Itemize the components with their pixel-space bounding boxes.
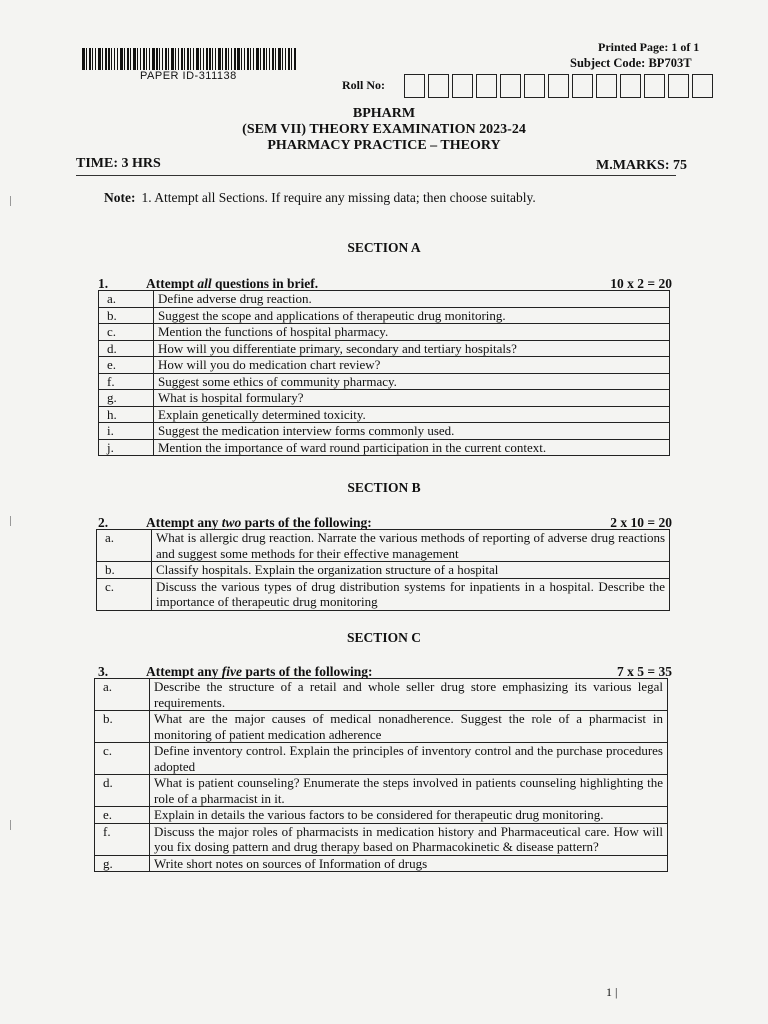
barcode-bar (159, 48, 160, 70)
scan-mark (10, 196, 11, 206)
roll-no-box (596, 74, 617, 98)
question-text: Describe the structure of a retail and whole seller drug store emphasizing its various legal requirements. (150, 679, 668, 711)
barcode-bar (275, 48, 276, 70)
barcode-bar (152, 48, 155, 70)
barcode-bar (256, 48, 259, 70)
barcode-bar (222, 48, 223, 70)
barcode-bar (206, 48, 208, 70)
barcode-bar (272, 48, 274, 70)
question-row (95, 807, 668, 824)
question-text: Discuss the major roles of pharmacists in medication history and Pharmaceutical care. How will you fix dosing pattern and drug therapy based on Pharmacokinetic & disease pattern? (150, 823, 668, 855)
q2-number: 2. (98, 515, 109, 530)
exam-time: TIME: 3 HRS (76, 156, 161, 171)
barcode-bar (294, 48, 296, 70)
question-text: What is patient counseling? Enumerate the steps involved in patients counseling highlighting the role of a pharmacist in it. (150, 775, 668, 807)
question-row (95, 743, 668, 775)
barcode-bar (263, 48, 265, 70)
question-row (99, 373, 670, 390)
barcode-bar (269, 48, 270, 70)
barcode-bar (171, 48, 174, 70)
question-label: c. (99, 324, 154, 341)
roll-no-box (428, 74, 449, 98)
barcode-bar (184, 48, 185, 70)
barcode-bar (234, 48, 236, 70)
section-b-table (96, 529, 670, 611)
header-divider (76, 175, 676, 176)
question-label: f. (95, 823, 150, 855)
q1-instr-pre: Attempt (146, 276, 198, 291)
question-label: e. (99, 357, 154, 374)
roll-no-box (572, 74, 593, 98)
barcode-bar (187, 48, 189, 70)
printed-page: Printed Page: 1 of 1 (598, 40, 700, 54)
question-text: Write short notes on sources of Information of drugs (150, 855, 668, 872)
barcode-bar (98, 48, 101, 70)
scan-mark (10, 820, 11, 830)
barcode-bar (288, 48, 290, 70)
question-text: Define inventory control. Explain the principles of inventory control and the purchase procedures adopted (150, 743, 668, 775)
question-text: Discuss the various types of drug distribution systems for inpatients in a hospital. Describe the importance of therapeutic drug monitoring (152, 578, 670, 610)
roll-no-box (500, 74, 521, 98)
question-row (99, 357, 670, 374)
q3-instr-em: five (221, 664, 242, 679)
barcode-bar (231, 48, 232, 70)
question-text: Classify hospitals. Explain the organization structure of a hospital (152, 562, 670, 579)
barcode (82, 48, 304, 70)
roll-no-box (476, 74, 497, 98)
question-row (95, 711, 668, 743)
barcode-bar (95, 48, 96, 70)
subject-code: Subject Code: BP703T (570, 56, 692, 70)
barcode-bar (278, 48, 281, 70)
roll-no-box (548, 74, 569, 98)
q2-instr-em: two (221, 515, 242, 530)
q2-instr-pre: Attempt any (146, 515, 222, 530)
note-text: 1. Attempt all Sections. If require any missing data; then choose suitably. (141, 190, 536, 205)
barcode-bar (114, 48, 115, 70)
barcode-bar (228, 48, 229, 70)
barcode-bar (178, 48, 179, 70)
barcode-bar (130, 48, 131, 70)
question-label: c. (95, 743, 150, 775)
section-c-title: SECTION C (347, 630, 421, 645)
roll-no-boxes (404, 74, 716, 98)
question-row (99, 439, 670, 456)
barcode-bar (168, 48, 169, 70)
barcode-bar (82, 48, 85, 70)
question-label: c. (97, 578, 152, 610)
question-label: d. (95, 775, 150, 807)
barcode-bar (146, 48, 147, 70)
question-label: g. (95, 855, 150, 872)
barcode-bar (137, 48, 138, 70)
question-label: a. (95, 679, 150, 711)
max-marks: M.MARKS: 75 (596, 158, 687, 173)
barcode-bar (102, 48, 103, 70)
question-row (99, 291, 670, 308)
barcode-bar (117, 48, 118, 70)
barcode-bar (140, 48, 141, 70)
q1-instr-em: all (197, 276, 212, 291)
section-c-table (94, 678, 668, 872)
question-label: b. (95, 711, 150, 743)
question-row (97, 530, 670, 562)
question-row (97, 562, 670, 579)
q3-marks: 7 x 5 = 35 (617, 664, 672, 679)
roll-no-label: Roll No: (342, 78, 385, 92)
question-row (99, 423, 670, 440)
question-label: b. (97, 562, 152, 579)
question-row (95, 775, 668, 807)
q1-instr-post: questions in brief. (211, 276, 319, 291)
barcode-bar (86, 48, 87, 70)
q3-number: 3. (98, 664, 109, 679)
barcode-bar (260, 48, 261, 70)
barcode-bar (190, 48, 191, 70)
barcode-bar (156, 48, 158, 70)
question-label: e. (95, 807, 150, 824)
q2-instr-post: parts of the following: (241, 515, 372, 530)
roll-no-box (692, 74, 713, 98)
section-b-title: SECTION B (347, 480, 421, 495)
question-label: g. (99, 390, 154, 407)
note (104, 190, 536, 206)
barcode-bar (250, 48, 251, 70)
question-text: Suggest some ethics of community pharmacy. (154, 373, 670, 390)
barcode-bar (133, 48, 136, 70)
barcode-bar (124, 48, 125, 70)
roll-no-box (620, 74, 641, 98)
barcode-bar (181, 48, 183, 70)
barcode-bar (89, 48, 91, 70)
question-row (95, 679, 668, 711)
barcode-bar (244, 48, 245, 70)
page-number: 1 | (606, 985, 618, 999)
barcode-bar (282, 48, 283, 70)
question-row (97, 578, 670, 610)
roll-no-box (524, 74, 545, 98)
question-text: How will you do medication chart review? (154, 357, 670, 374)
question-row (99, 390, 670, 407)
barcode-bar (218, 48, 221, 70)
question-row (95, 823, 668, 855)
question-text: Mention the functions of hospital pharmacy. (154, 324, 670, 341)
roll-no-box (404, 74, 425, 98)
barcode-bar (285, 48, 286, 70)
barcode-bar (200, 48, 201, 70)
question-text: What is hospital formulary? (154, 390, 670, 407)
scan-mark (10, 516, 11, 526)
question-label: a. (99, 291, 154, 308)
roll-no-box (452, 74, 473, 98)
note-label: Note: (104, 190, 136, 205)
barcode-bar (149, 48, 150, 70)
barcode-bar (105, 48, 107, 70)
roll-no-box (668, 74, 689, 98)
barcode-bar (215, 48, 216, 70)
q3-instr-post: parts of the following: (241, 664, 373, 679)
exam-title: (SEM VII) THEORY EXAMINATION 2023-24 (242, 122, 526, 137)
section-a-table (98, 290, 670, 456)
barcode-bar (241, 48, 242, 70)
barcode-bar (120, 48, 123, 70)
barcode-bar (175, 48, 176, 70)
barcode-bar (193, 48, 194, 70)
section-a-title: SECTION A (347, 240, 421, 255)
barcode-bar (92, 48, 93, 70)
question-label: i. (99, 423, 154, 440)
question-label: b. (99, 307, 154, 324)
barcode-bar (196, 48, 199, 70)
barcode-bar (127, 48, 129, 70)
question-text: Explain in details the various factors to be considered for therapeutic drug monitoring. (150, 807, 668, 824)
barcode-bar (162, 48, 163, 70)
subject-title: PHARMACY PRACTICE – THEORY (267, 138, 501, 153)
question-text: Suggest the medication interview forms commonly used. (154, 423, 670, 440)
q1-number: 1. (98, 276, 109, 291)
barcode-bar (253, 48, 254, 70)
question-label: a. (97, 530, 152, 562)
question-label: j. (99, 439, 154, 456)
question-text: Define adverse drug reaction. (154, 291, 670, 308)
barcode-bar (266, 48, 267, 70)
barcode-bar (237, 48, 240, 70)
question-text: Explain genetically determined toxicity. (154, 406, 670, 423)
q2-marks: 2 x 10 = 20 (610, 515, 672, 530)
barcode-bar (291, 48, 292, 70)
question-text: Suggest the scope and applications of therapeutic drug monitoring. (154, 307, 670, 324)
question-text: What are the major causes of medical nonadherence. Suggest the role of a pharmacist in monitoring of patient medication adherence (150, 711, 668, 743)
barcode-bar (247, 48, 249, 70)
barcode-bar (108, 48, 110, 70)
paper-id: PAPER ID-311138 (140, 70, 237, 82)
question-label: d. (99, 340, 154, 357)
question-row (95, 855, 668, 872)
q3-instr-pre: Attempt any (146, 664, 222, 679)
barcode-bar (212, 48, 213, 70)
barcode-bar (111, 48, 112, 70)
barcode-bar (209, 48, 211, 70)
question-text: How will you differentiate primary, secondary and tertiary hospitals? (154, 340, 670, 357)
roll-no-box (644, 74, 665, 98)
barcode-bar (203, 48, 204, 70)
question-row (99, 324, 670, 341)
q1-marks: 10 x 2 = 20 (610, 276, 672, 291)
question-row (99, 406, 670, 423)
question-text: Mention the importance of ward round participation in the current context. (154, 439, 670, 456)
barcode-bar (225, 48, 227, 70)
question-label: h. (99, 406, 154, 423)
question-label: f. (99, 373, 154, 390)
course-title: BPHARM (352, 106, 416, 121)
question-row (99, 307, 670, 324)
question-text: What is allergic drug reaction. Narrate the various methods of reporting of adverse drug reactions and suggest some methods for their effective management (152, 530, 670, 562)
barcode-bar (143, 48, 145, 70)
question-row (99, 340, 670, 357)
barcode-bar (165, 48, 167, 70)
